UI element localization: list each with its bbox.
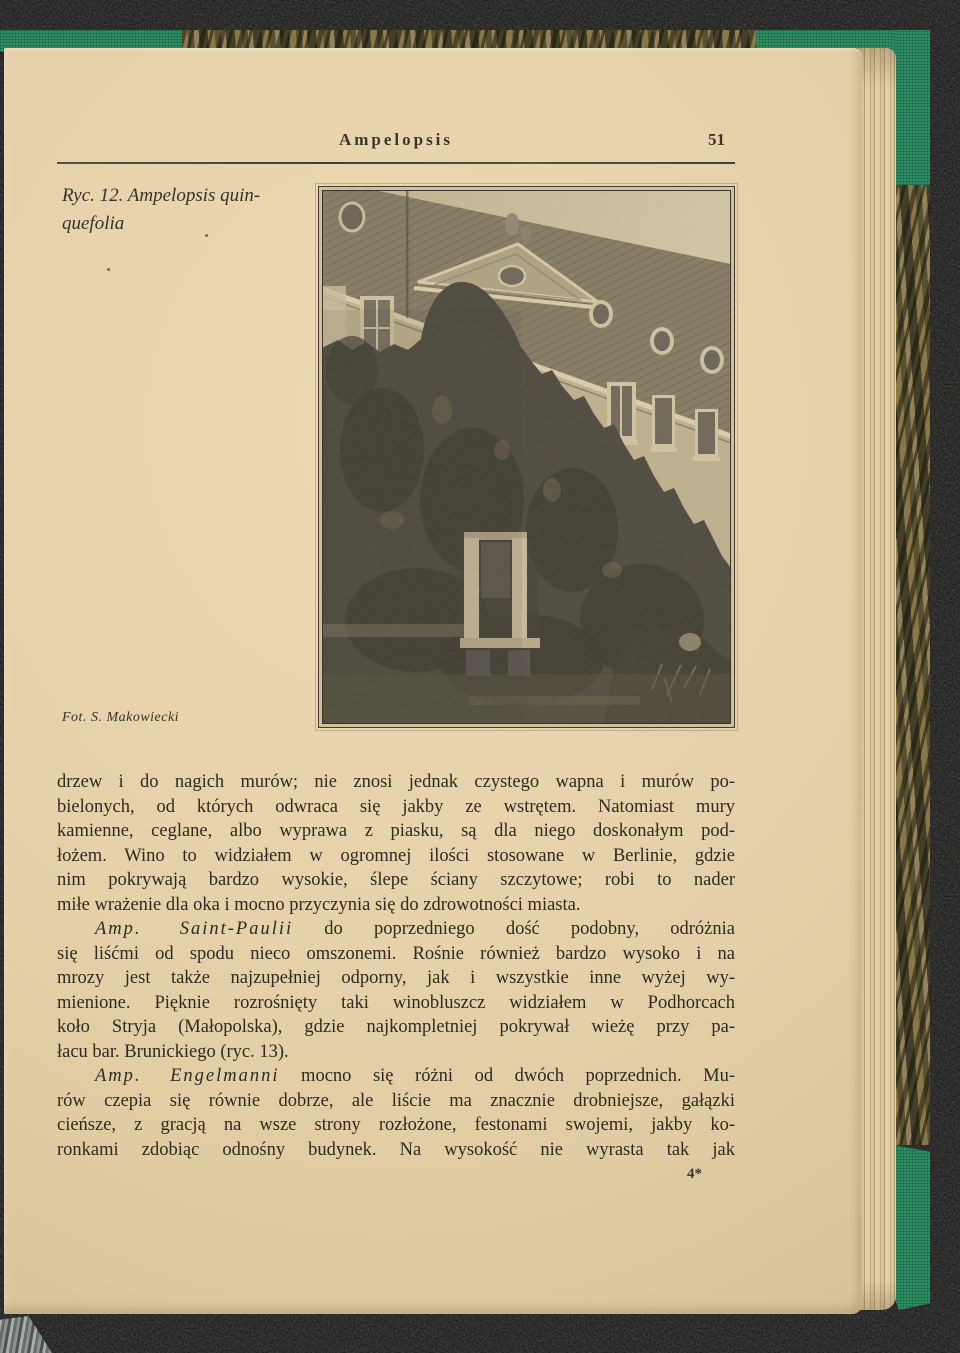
paragraph-2-line: się liśćmi od spodu nieco omszonemi. Rośnie również bardzo wysoko i na	[57, 943, 735, 964]
figure-caption	[62, 182, 322, 238]
paragraph-1-line: miłe wrażenie dla oka i mocno przyczynia się do zdrowotności miasta.	[57, 894, 581, 915]
paragraph-1-line: bielonych, od których odwraca się jakby ze wstrętem. Natomiast mury	[57, 796, 735, 817]
cover-right-edge	[894, 30, 930, 1310]
ink-speck	[107, 268, 110, 271]
page-fore-edge	[858, 48, 896, 1310]
running-header: Ampelopsis	[338, 130, 454, 149]
cover-corner-green-bottom-right	[894, 1145, 930, 1310]
paragraph-2-line: mienione. Pięknie rozrośnięty taki winobluszcz widziałem w Podhorcach	[57, 992, 735, 1013]
ink-speck	[205, 234, 208, 237]
paragraph-2-line: mrozy jest także najzupełniej odporny, jak i wszystkie inne wyżej wy-	[57, 968, 735, 988]
species-name: Amp. Engelmanni	[95, 1066, 280, 1086]
book-page	[4, 48, 862, 1314]
paragraph-1-line: kamienne, ceglane, albo wyprawa z piasku, są dla niego doskonałym pod-	[57, 821, 735, 841]
paragraph-3-text: mocno się różni od dwóch poprzednich. Mu-	[279, 1066, 735, 1086]
species-name: Amp. Saint-Paulii	[95, 919, 294, 939]
paragraph-2-line: łacu bar. Brunickiego (ryc. 13).	[57, 1041, 289, 1062]
cover-marbled-strip-right	[894, 185, 930, 1145]
photo-credit: Fot. S. Makowiecki	[62, 710, 180, 725]
photo-illustration	[322, 190, 731, 724]
paragraph-2-text: do poprzedniego dość podobny, odróżnia	[293, 919, 735, 939]
paragraph-3-line: cieńsze, z gracją na wsze strony rozłożone, festonami swojemi, jakby ko-	[57, 1115, 735, 1135]
signature-mark: 4*	[687, 1166, 702, 1182]
figure-caption-line-1: Ryc. 12. Ampelopsis quin-	[62, 185, 261, 206]
page-number: 51	[708, 130, 725, 149]
paragraph-1-line: drzew i do nagich murów; nie znosi jednak czystego wapna i murów po-	[57, 772, 735, 792]
paragraph-2-line	[57, 917, 735, 942]
cover-corner-green-right-top	[894, 30, 930, 185]
paragraph-1-line: nim pokrywają bardzo wysokie, ślepe ściany szczytowe; robi to nader	[57, 870, 735, 890]
photo-figure	[318, 186, 735, 728]
body-text	[57, 770, 735, 1162]
paragraph-3-line: rów czepia się równie dobrze, ale liście ma znacznie drobniejsze, gałązki	[57, 1090, 735, 1111]
figure-caption-line-2: quefolia	[62, 213, 125, 234]
header-rule	[57, 162, 735, 164]
paragraph-3-line: ronkami zdobiąc odnośny budynek. Na wysokość nie wyrasta tak jak	[57, 1139, 735, 1160]
paragraph-2-line: koło Stryja (Małopolska), gdzie najkompletniej pokrywał wieżę przy pa-	[57, 1017, 735, 1037]
paragraph-1-line: łożem. Wino to widziałem w ogromnej ilości stosowane w Berlinie, gdzie	[57, 845, 735, 866]
paragraph-3-line	[57, 1064, 735, 1089]
